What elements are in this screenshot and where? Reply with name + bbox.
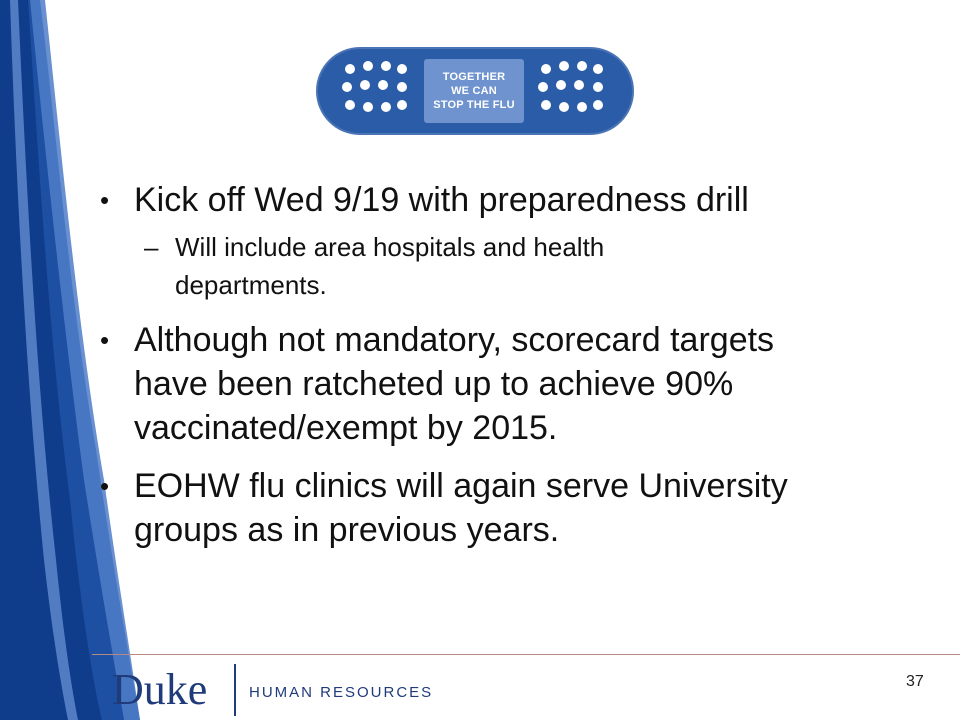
bullet-dot: • <box>100 471 110 501</box>
bandage-dots-left <box>342 61 410 121</box>
stop-the-flu-bandage-logo <box>316 47 634 135</box>
bullet-item <box>100 178 900 222</box>
logo-unit-name: HUMAN RESOURCES <box>249 684 434 701</box>
badge-line-2: WE CAN <box>451 85 497 97</box>
bullet-dot: • <box>100 185 110 215</box>
bandage-dots-right <box>538 61 606 121</box>
bullet-line: groups as in previous years. <box>134 511 560 549</box>
slide-body <box>100 178 900 552</box>
footer-divider <box>92 654 960 655</box>
page-number: 37 <box>906 673 924 690</box>
bullet-line: Although not mandatory, scorecard targets <box>134 321 775 359</box>
sub-bullet-line: departments. <box>175 270 327 300</box>
bullet-line: vaccinated/exempt by 2015. <box>134 409 558 447</box>
bullet-line: have been ratcheted up to achieve 90% <box>134 365 734 403</box>
sub-bullet-line: Will include area hospitals and health <box>175 232 605 262</box>
bullet-item <box>100 464 900 552</box>
bandage-pad <box>424 59 524 123</box>
bullet-dot: • <box>100 325 110 355</box>
logo-divider <box>234 664 236 716</box>
badge-line-1: TOGETHER <box>442 71 506 83</box>
badge-line-3: STOP THE FLU <box>433 99 515 111</box>
bullet-line: EOHW flu clinics will again serve University <box>134 467 788 505</box>
bullet-item <box>100 318 900 450</box>
sub-bullet-item <box>100 228 900 304</box>
sub-bullet-dash: – <box>144 232 159 262</box>
bullet-text: Kick off Wed 9/19 with preparedness drill <box>134 181 749 219</box>
duke-logo-wordmark: Duke <box>112 665 208 714</box>
